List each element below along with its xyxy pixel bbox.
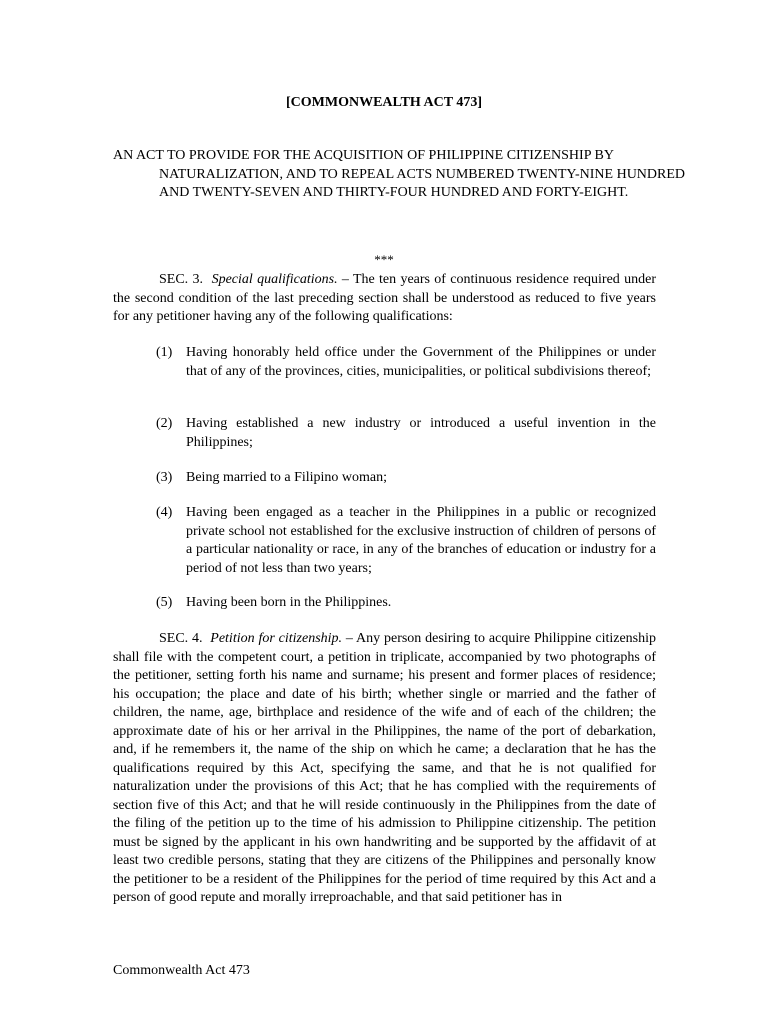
list-item-number: (2) [156,416,173,431]
act-description: AN ACT TO PROVIDE FOR THE ACQUISITION OF PHILIPPINE CITIZENSHIP BY NATURALIZATION, AND TO REPEAL ACTS NUMBERED TWENTY-NINE HUNDRED AND TWENTY-SEVEN AND THIRTY-FOUR HUNDRED AND FORTY-EIGHT. [113,148,686,200]
page-footer: Commonwealth Act 473 [113,963,250,978]
list-item-number: (1) [156,345,173,360]
document-title: [COMMONWEALTH ACT 473] [285,95,482,110]
section-4-paragraph [113,630,656,908]
section-3-paragraph [113,271,656,327]
list-item [156,469,656,488]
list-item-number: (3) [156,470,173,485]
section-4-body: – Any person desiring to acquire Philippine citizenship shall file with the competent court, a petition in triplicate, accompanied by two photographs of the petitioner, setting forth his name and surname; his present and former places of residence; his occupation; the place and date of his birth; whether single or married and the father of children, the name, age, birthplace and residence of the wife and of each of the children; the approximate date of his or her arrival in the Philippines, the name of the port of debarkation, and, if he remembers it, the name of the ship on which he came; a declaration that he has the qualifications required by this Act, specifying the same, and that he is not qualified for naturalization under the provisions of this Act; that he has complied with the requirements of section five of this Act; and that he will reside continuously in the Philippines from the date of the filing of the petition up to the time of his admission to Philippine citizenship. The petition must be signed by the applicant in his own handwriting and be supported by the affidavit of at least two credible persons, stating that they are citizens of the Philippines and personally know the petitioner to be a resident of the Philippines for the period of time required by this Act and a person of good repute and morally irreproachable, and that said petitioner has in [113,631,657,905]
section-4-label: SEC. 4. [159,631,203,646]
section-3-body: – The ten years of continuous residence required under the second condition of the last preceding section shall be understood as reduced to five years for any petitioner having any of the following qualifications: [113,272,656,324]
list-item [156,594,656,613]
list-item [156,415,656,452]
list-item-number: (4) [156,505,173,520]
section-3-label: SEC. 3. [159,272,203,287]
list-item-text: Having been engaged as a teacher in the Philippines in a public or recognized private school not established for the exclusive instruction of children of persons of a particular nationality or race, in any of the branches of education or industry for a period of not less than two years; [186,505,656,576]
list-item [156,504,656,578]
list-item-text: Having honorably held office under the Government of the Philippines or under that of any of the provinces, cities, municipalities, or political subdivisions thereof; [186,345,656,379]
section-4-heading: Petition for citizenship. [210,631,343,646]
section-separator: *** [374,252,394,267]
list-item-text: Being married to a Filipino woman; [186,470,388,485]
list-item [156,344,656,381]
list-item-text: Having been born in the Philippines. [186,595,392,610]
list-item-text: Having established a new industry or introduced a useful invention in the Philippines; [186,416,656,450]
list-item-number: (5) [156,595,173,610]
section-3-heading: Special qualifications. [211,272,338,287]
